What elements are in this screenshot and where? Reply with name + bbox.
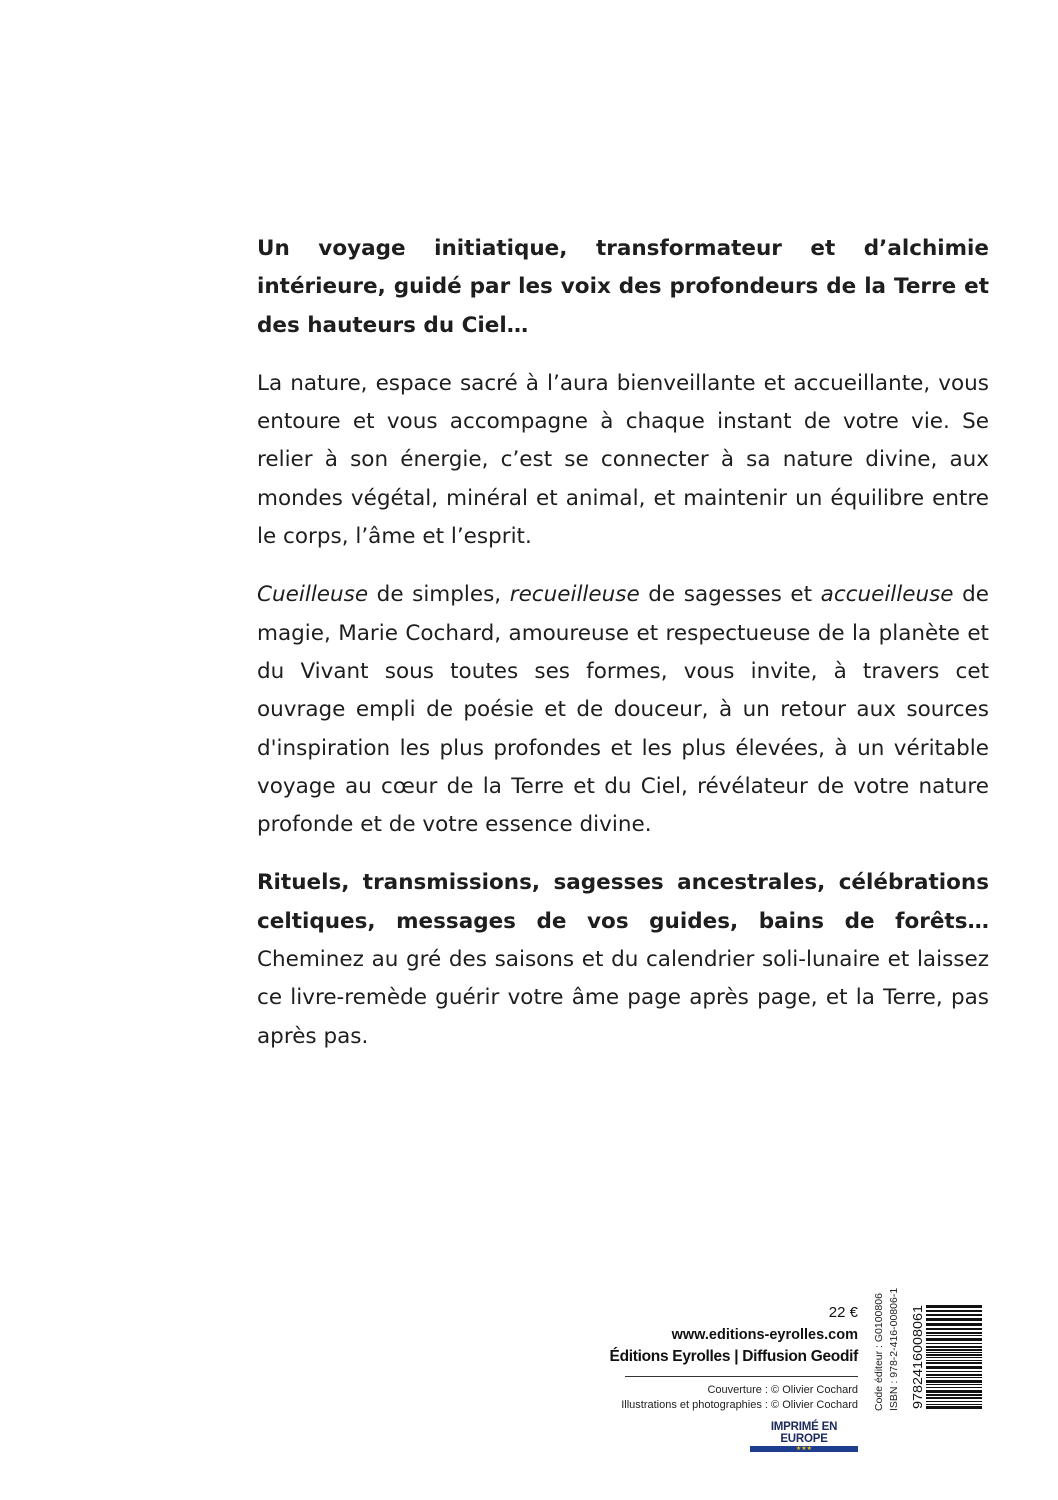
- author-text-2: de sagesses et: [639, 582, 821, 608]
- rituals-text: Cheminez au gré des saisons et du calendrier soli-lunaire et laissez ce livre-remède guérir votre âme page après page, et la Terre, pas après pas.: [257, 947, 989, 1049]
- isbn-barcode: [910, 1303, 982, 1411]
- nature-paragraph: La nature, espace sacré à l’aura bienveillante et accueillante, vous entoure et vous accompagne à chaque instant de votre vie. Se relier à son énergie, c’est se connecter à sa nature divine, aux mondes végétal, minéral et animal, et maintenir un équilibre entre le corps, l’âme et l’esprit.: [257, 370, 989, 550]
- book-codes: [872, 1287, 912, 1411]
- cueilleuse-word: Cueilleuse: [257, 582, 369, 608]
- cover-credit: Couverture : © Olivier Cochard: [707, 1384, 858, 1396]
- author-text-3: de magie, Marie Cochard, amoureuse et respectueuse de la planète et du Vivant sous toutes ses formes, vous invite, à travers cet ouvrage empli de poésie et de douceur, à un retour aux sources d'inspiration les plus profondes et les plus élevées, à un véritable voyage au cœur de la Terre et du Ciel, révélateur de votre nature profonde et de votre essence divine.: [257, 582, 989, 838]
- printed-in-europe-badge: [750, 1421, 858, 1452]
- publisher-info: [600, 1302, 858, 1457]
- divider: [625, 1376, 858, 1377]
- accueilleuse-word: accueilleuse: [820, 582, 954, 608]
- publisher-imprint: Éditions Eyrolles | Diffusion Geodif: [609, 1348, 858, 1365]
- author-paragraph: [257, 576, 989, 844]
- recueilleuse-word: recueilleuse: [509, 582, 640, 608]
- editor-code: Code éditeur : G0100806: [873, 1293, 885, 1411]
- price: 22 €: [828, 1304, 858, 1321]
- svg-text:9782416008061: 9782416008061: [910, 1315, 925, 1409]
- printed-in-europe-label: IMPRIMÉ EN EUROPE: [770, 1421, 838, 1445]
- illustrations-credit: Illustrations et photographies : © Olivier Cochard: [621, 1399, 858, 1411]
- isbn: ISBN : 978-2-416-00806-1: [888, 1287, 900, 1411]
- barcode-number: [910, 1303, 926, 1411]
- author-text-1: de simples,: [368, 582, 510, 608]
- rituals-paragraph: [257, 864, 989, 1055]
- publisher-website: www.editions-eyrolles.com: [671, 1327, 858, 1343]
- back-cover-text: [257, 230, 989, 1076]
- rituals-bold-text: Rituels, transmissions, sagesses ancestrales, célébrations celtiques, messages de vos guides, bains de forêts…: [257, 870, 989, 934]
- eu-flag-icon: ★★★: [750, 1446, 858, 1452]
- lead-paragraph: Un voyage initiatique, transformateur et d’alchimie intérieure, guidé par les voix des profondeurs de la Terre et des hauteurs du Ciel…: [257, 236, 989, 338]
